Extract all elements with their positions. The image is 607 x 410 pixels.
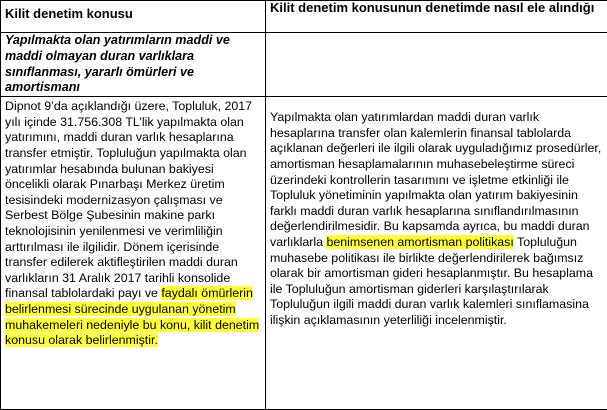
header-key-audit-matter: Kilit denetim konusu xyxy=(1,1,266,33)
header-how-addressed: Kilit denetim konusunun denetimde nasıl ele alındığı xyxy=(266,1,607,33)
response-text: Yapılmakta olan yatırımlardan maddi duran varlık hesaplarına transfer olan kalemlerin finansal tablolarda açıklanan değerleri ile ilgili olarak uyguladığımız prosedürler, amortisman hesaplamalarının muhasebeleştirme süreci üzerindeki kontrollerin tasarımını ve işletme etkinliği ile Topluluk yönetiminin yapılmakta olan yatırım bakiyesinin farklı maddi duran varlık hesaplarına sınıflandırılmasının değerlendirilmesidir. Bu kapsamda ayrıca, bu maddi duran varlıklarla xyxy=(270,110,602,249)
key-audit-matter-description xyxy=(1,97,266,410)
kam-text: Dipnot 9’da açıklandığı üzere, Topluluk, 2017 yılı içinde 31.756.308 TL’lik yapılmakta olan yatırımını, maddi duran varlık hesaplarına transfer etmiştir. Topluluğun yapılmakta olan yatırımlar hesabında bulunan bakiyesi öncelikli olarak Pınarbaşı Merkez üretim tesisindeki modernizasyon çalışması ve Serbest Bölge Şubesinin makine parkı teknolojisinin yenilenmesi ve verimliliğin arttırılması ile ilgilidir. Dönem içerisinde transfer edilerek aktifleştirilen maddi duran varlıkların 31 Aralık 2017 tarihli konsolide finansal tablolardaki payı ve xyxy=(5,99,253,301)
subheader-empty-cell xyxy=(266,33,607,97)
response-text-end: Topluluğun muhasebe politikası ile birlikte değerlendirilerek bağımsız olarak bir amortisman gideri hesaplanmıştır. Bu hesaplama ile Topluluğun amortisman giderleri karşılaştırılarak Topluluğun ilgili maddi duran varlık kalemleri sınıflamasina ilişkin açıklamasının yeterliliği incelenmiştir. xyxy=(270,234,593,327)
subheader-topic: Yapılmakta olan yatırımların maddi ve maddi olmayan duran varlıklara sınıflanması, yararlı ömürleri ve amortismanı xyxy=(1,33,266,97)
response-highlighted-text: benimsenen amortisman politikası xyxy=(326,234,514,249)
subheader-row xyxy=(1,33,607,97)
audit-response-description xyxy=(266,97,607,410)
body-row xyxy=(1,97,607,410)
kam-highlighted-text: faydalı ömürlerin belirlenmesi sürecinde uygulanan yönetim muhakemeleri nedeniyle bu konu, kilit denetim konusu olarak belirlenmiştir. xyxy=(5,286,260,348)
header-row xyxy=(1,1,607,33)
